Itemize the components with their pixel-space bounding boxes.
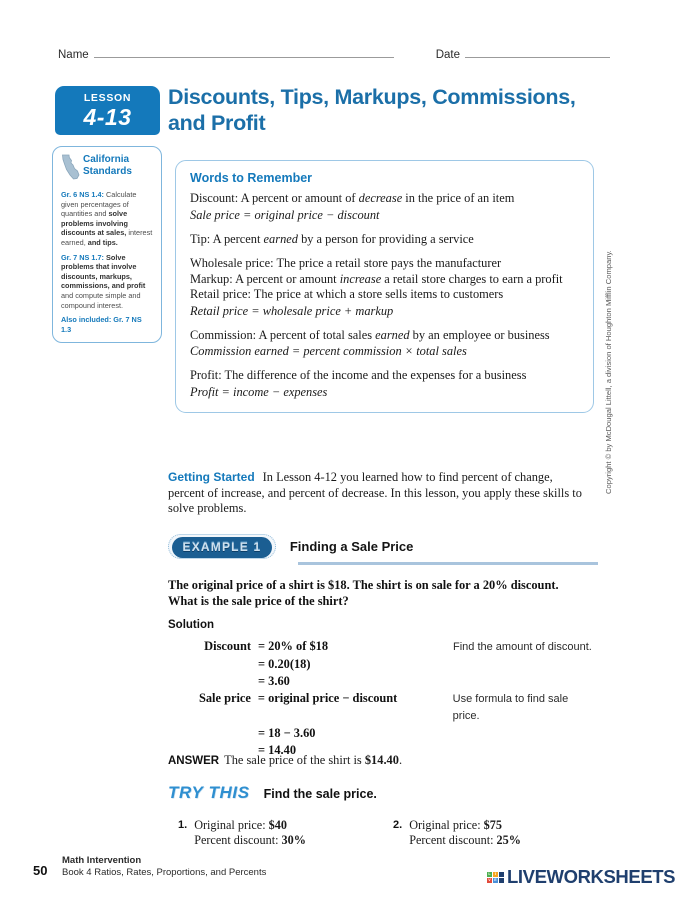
vocabulary-formula: Commission earned = percent commission × total sales: [190, 344, 467, 358]
california-standards-card: [52, 146, 162, 343]
vocabulary-group: [190, 368, 579, 400]
vocabulary-formula: Sale price = original price − discount: [190, 207, 380, 222]
problem-text: [409, 818, 521, 848]
emphasis-word: earned: [375, 327, 410, 342]
practice-problem[interactable]: [178, 818, 393, 848]
example-badge: [168, 534, 276, 559]
name-input-line[interactable]: [94, 46, 394, 58]
problem-line: [409, 818, 521, 833]
vocabulary-definition: [190, 191, 579, 207]
lesson-badge: [55, 86, 160, 135]
california-standards-header: [61, 153, 153, 185]
getting-started-section: [168, 470, 588, 517]
definition-text: Commission: A percent of total sales: [190, 327, 376, 342]
step-expression: = 20% of $18: [258, 639, 329, 653]
example-divider: [298, 562, 598, 565]
getting-started-label: Getting Started: [168, 470, 255, 484]
words-to-remember-groups: [190, 191, 579, 400]
standard-text: Calculate given percentages of quantities and: [61, 190, 137, 219]
liveworksheets-logo[interactable]: [487, 866, 675, 888]
original-price-label: Original price:: [409, 818, 484, 832]
standard-text-bold: and tips.: [87, 237, 118, 247]
problem-line: [409, 833, 521, 848]
problem-text: [194, 818, 306, 848]
logo-cell: E: [494, 877, 497, 882]
vocabulary-group: [190, 328, 579, 360]
standard-item: [61, 253, 153, 311]
logo-cell: [499, 878, 504, 883]
standard-code: Gr. 6 NS 1.4:: [61, 190, 104, 199]
california-standards-body: [61, 190, 153, 334]
standard-item: [61, 190, 153, 248]
definition-text: Discount: A percent or amount of: [190, 191, 359, 205]
solution-steps: [168, 638, 598, 759]
vocabulary-group: [190, 256, 579, 319]
lesson-badge-word: LESSON: [83, 92, 132, 104]
standard-text: and compute simple and compound interest.: [61, 290, 141, 310]
definition-text: Tip: A percent: [190, 231, 264, 246]
problem-number: 2.: [393, 819, 403, 831]
problem-number: 1.: [178, 819, 188, 831]
standard-also-included: Also included: Gr. 7 NS 1.3: [61, 315, 142, 334]
percent-discount-value: 30%: [281, 833, 306, 847]
example-header-row: [168, 534, 598, 559]
definition-text: a retail store charges to earn a profit: [381, 271, 563, 286]
practice-problems: [178, 818, 598, 848]
words-to-remember-box: [175, 160, 594, 413]
page-number: 50: [33, 863, 48, 878]
practice-problem[interactable]: [393, 818, 521, 848]
problem-line: [194, 818, 306, 833]
definition-text: Wholesale price: The price a retail store pays the manufacturer: [190, 256, 502, 270]
standard-text-bold: solve problems involving discounts at sales,: [61, 209, 128, 238]
standard-code: Gr. 7 NS 1.7:: [61, 252, 104, 262]
original-price-label: Original price:: [194, 818, 269, 832]
page-title: Discounts, Tips, Markups, Commissions, and Profit: [168, 85, 576, 135]
lesson-badge-number: 4-13: [83, 104, 132, 130]
try-this-label: TRY THIS: [168, 783, 250, 802]
date-label: Date: [435, 49, 460, 61]
vocabulary-definition: [190, 368, 579, 384]
name-date-row: [58, 46, 648, 61]
answer-tag: ANSWER: [168, 755, 220, 767]
vocabulary-definition: [190, 328, 579, 344]
step-expression: = 0.20(18): [258, 657, 311, 671]
vocabulary-definition: [190, 272, 579, 288]
definition-text: Profit: The difference of the income and the expenses for a business: [190, 368, 527, 382]
example-heading: Finding a Sale Price: [289, 539, 414, 554]
solution-step: [168, 725, 598, 742]
step-note: Find the amount of discount.: [453, 641, 592, 653]
step-expression: = 14.40: [258, 743, 297, 757]
emphasis-word: increase: [339, 271, 382, 286]
answer-suffix: .: [398, 753, 403, 767]
vocabulary-definition: [190, 256, 579, 272]
standard-text-bold: Solve problems that involve discounts, markups, commissions, and profit: [61, 252, 146, 291]
answer-prefix: The sale price of the shirt is: [224, 753, 365, 767]
step-expression: = 3.60: [258, 674, 290, 688]
example-badge-label: EXAMPLE 1: [172, 537, 273, 558]
definition-text: in the price of an item: [402, 191, 515, 205]
vocabulary-definition: [190, 287, 579, 303]
footer-book-info: [62, 855, 266, 879]
logo-cell: I: [495, 871, 496, 876]
original-price-value: $75: [483, 818, 502, 832]
definition-text: by an employee or business: [409, 327, 550, 342]
logo-cell: V: [488, 877, 491, 882]
words-to-remember-title: Words to Remember: [190, 171, 313, 185]
vocabulary-formula: Profit = income − expenses: [190, 384, 328, 399]
percent-discount-label: Percent discount:: [194, 833, 282, 847]
percent-discount-label: Percent discount:: [409, 833, 497, 847]
solution-step: [168, 673, 598, 690]
name-label: Name: [58, 49, 89, 61]
vocabulary-definition: [190, 232, 579, 248]
standard-text: interest earned,: [61, 228, 153, 247]
emphasis-word: earned: [263, 231, 298, 246]
definition-text: Retail price: The price at which a store sells items to customers: [190, 287, 504, 301]
step-note: Use formula to find sale price.: [452, 693, 569, 722]
try-this-row: [168, 783, 377, 803]
california-state-outline-icon: [61, 154, 80, 185]
try-this-instruction: Find the sale price.: [263, 787, 377, 801]
getting-started-text: In Lesson 4-12 you learned how to find percent of change, percent of increase, and percent of decrease. In this lesson, you apply these skills to solve problems.: [168, 470, 582, 515]
step-label: Sale price: [198, 691, 251, 705]
logo-cell: L: [488, 871, 491, 876]
answer-value: $14.40: [364, 753, 399, 767]
solution-step: [168, 690, 598, 725]
definition-text: Markup: A percent or amount: [190, 271, 340, 286]
original-price-value: $40: [268, 818, 287, 832]
vocabulary-group: [190, 232, 579, 248]
logo-cell: [499, 872, 504, 877]
percent-discount-value: 25%: [496, 833, 521, 847]
definition-text: by a person for providing a service: [297, 231, 474, 246]
solution-step: [168, 638, 598, 656]
step-expression: = 18 − 3.60: [258, 726, 316, 740]
solution-label: Solution: [168, 619, 214, 631]
vocabulary-formula: Retail price = wholesale price + markup: [190, 303, 394, 318]
liveworksheets-grid-icon: [487, 872, 504, 883]
emphasis-word: decrease: [358, 191, 403, 205]
vocabulary-group: [190, 191, 579, 223]
california-standards-title: California Standards: [83, 154, 132, 177]
step-label: Discount: [204, 639, 251, 653]
answer-line: [168, 753, 402, 768]
date-input-line[interactable]: [465, 46, 610, 58]
solution-step: [168, 656, 598, 673]
liveworksheets-wordmark: LIVEWORKSHEETS: [507, 866, 676, 887]
step-expression: = original price − discount: [257, 691, 398, 705]
example-problem-text: The original price of a shirt is $18. The shirt is on sale for a 20% discount. What is the sale price of the shirt?: [168, 578, 559, 608]
problem-line: [194, 833, 306, 848]
copyright-notice: Copyright © by McDougal Littell, a division of Houghton Mifflin Company.: [604, 250, 613, 494]
footer-series-title: Math Intervention: [62, 855, 142, 866]
footer-book-title: Book 4 Ratios, Rates, Proportions, and Percents: [62, 867, 267, 878]
